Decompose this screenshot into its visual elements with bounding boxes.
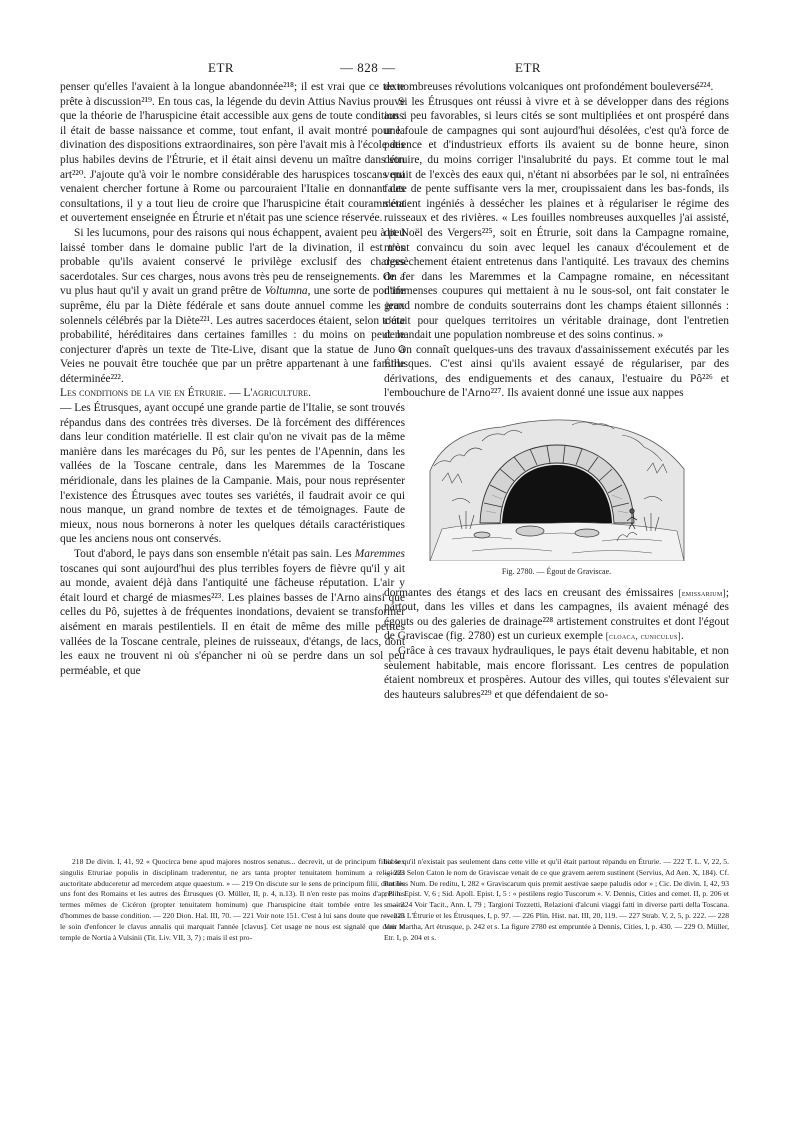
paragraph-assainissement: On connaît quelques-uns des travaux d'assainissement exécutés par les Étrusques. C'est ainsi qu'ils avaient essayé de régulariser, par des dérivations, des endiguements et des canaux, l'estuaire du Pô²²⁶ et l'embouchure de l'Arno²²⁷. Ils avaient donné une issue aux nappes xyxy=(384,343,729,400)
right-column xyxy=(384,80,729,702)
running-head-left: ETR xyxy=(208,60,235,75)
section-heading: Les conditions de la vie en Étrurie. — L'agriculture. xyxy=(60,387,311,400)
page-header xyxy=(0,60,800,82)
text-run: ; partout, dans les villes et dans les campagnes, ils avaient ménagé des égouts ou des galeries de drainage²²⁸ artistement construites et dont l'égout de Graviscae (fig. 2780) est un curieux exemple xyxy=(384,586,729,643)
text-run: Si les lucumons, pour des raisons qui nous échappent, avaient peu à peu laissé tomber dans le domaine public l'art de la divination, il est très probable qu'ils avaient conservé le privilège exclusif des charges sacerdotales. Sur ces charges, nous avons très peu de renseignements. On a vu plus haut qu'il y avait un grand prêtre de xyxy=(60,226,405,298)
paragraph-volcanic-continuation: de nombreuses révolutions volcaniques ont profondément bouleversé²²⁴. xyxy=(384,81,714,93)
footnote-text: bable qu'il n'existait pas seulement dans cette ville et qu'il était partout répandu en Étrurie. — 222 T. L. V, 22, 5. — 223 Selon Caton le nom de Graviscae venait de ce que gravem aerem sustinent (Servius, Ad Aen. X, 184). Cf. Rutilius Num. De reditu, I, 282 « Graviscarum quis premit aestivae saepe paludis odor » ; Cic. De divin. I, 42, 93 ; Plin. Epist. V, 6 ; Sid. Apoll. Epist. I, 5 : « pestilens regio Tuscorum ». V. Dennis, Cities and cemet. II, p. 206 et s. — 224 Voir Tacit., Ann. I, 79 ; Targioni Tozzetti, Relazioni d'alcuni viaggi fatti in diverse parti della Toscana. — 225 L'Étrurie et les Étrusques, I, p. 97. — 226 Plin. Hist. nat. III, 20, 119. — 227 Strab. V, 2, 5, p. 222. — 228 Voir Martha, Art étrusque, p. 242 et s. La figure 2780 est empruntée à Dennis, Cities, I, p. 430. — 229 O. Müller, Etr. I, p. 204 et s. xyxy=(384,857,729,942)
text-run: dormantes des étangs et des lacs en creusant des émissaires xyxy=(384,586,679,599)
cross-reference-emissarium: [emissarium] xyxy=(678,587,726,598)
text-run: Tout d'abord, le pays dans son ensemble n'était pas sain. Les xyxy=(74,548,355,560)
left-column xyxy=(60,80,405,678)
italic-voltumna: Voltumna xyxy=(264,285,308,298)
text-run: , une sorte de pontife suprême, élu par la Diète fédérale et sans doute annuel comme les jeux solennels célébrés par la Diète²²¹. Les autres sacerdoces étaient, selon toute probabilité, héréditaires dans certaines familles : du moins on peut le conjecturer d'après un texte de Tite-Live, disant que la statue de Juno à Veies ne pouvait être touchée que par un prêtre appartenant à une famille déterminée²²². xyxy=(60,285,405,385)
cross-reference-cloaca: [cloaca, cuniculus] xyxy=(605,631,681,642)
paragraph-emissaires xyxy=(384,586,729,644)
text-run: . xyxy=(680,630,684,643)
paragraph-etrusques-conditions: — Les Étrusques, ayant occupé une grande partie de l'Italie, se sont trouvés répandus dans des contrées très diverses. De là forcément des différences dans leur condition matérielle. Il est clair qu'on ne vivait pas de la même manière dans les marécages du Pô, sur les pentes de l'Apennin, dans les vallées de la Toscane centrale, dans les Maremmes de la Toscane méridionale, dans les plaines de la Campanie. Mais, pour nous représenter l'existence des Étrusques avec toutes ses variétés, il faudrait avoir ce qui nous manque, un grand nombre de textes et de témoignages. Faute de mieux, nous nous bornerons à noter les quelques détails caractéristiques que les anciens nous ont conservés. xyxy=(60,402,405,546)
footnotes-left xyxy=(60,857,405,943)
figure-caption: Fig. 2780. — Égout de Graviscae. xyxy=(501,567,612,577)
running-head-right: ETR xyxy=(515,60,542,75)
page-number: — 828 — xyxy=(340,60,396,75)
text-run: toscanes qui sont aujourd'hui des plus terribles foyers de fièvre qu'il y ait au monde, avaient déjà dans l'antiquité une fâcheuse réputation. L'air y était lourd et chargé de miasmes²²³. Les plaines basses de l'Arno ainsi que celles du Pô, sujettes à de fréquentes inondations, devaient se transformer aisément en marais pestilentiels. Il en était de même des mille petites vallées de la Toscane centrale, pleines de ruisseaux, d'étangs, de lacs, dont les eaux ne trouvent ni où s'épancher ni où se perdre dans un sol peu perméable, et que xyxy=(60,562,405,677)
paragraph-maremmes xyxy=(60,547,405,678)
paragraph-travaux-hydrauliques: Grâce à ces travaux hydrauliques, le pays était devenu habitable, et non seulement habitable, mais encore florissant. Les centres de population étaient nombreux et prospères. Autour des villes, qui toutes s'élevaient sur des hauteurs salubres²²⁹ et que défendaient de so- xyxy=(384,645,729,701)
paragraph-haruspicine-continuation: penser qu'elles l'avaient à la longue abandonnée²¹⁸; il est vrai que ce texte prête à discussion²¹⁹. En tous cas, la légende du devin Attius Navius prouve que la théorie de l'haruspicine était accessible aux gens de toute condition : il était de basse naissance et comme, tout enfant, il avait montré pour la divination des dispositions extraordinaires, son père l'avait mis à l'école des plus habiles devins de l'Étrurie, et il était ainsi devenu un maître dans son art²²⁰. J'ajoute qu'à voir le nombre considérable des haruspices toscans qui venaient chercher fortune à Rome ou parcouraient l'Italie en donnant des consultations, il y a tout lieu de croire que l'haruspicine était couramment et ouvertement enseignée en Étrurie et n'était pas une science réservée. xyxy=(60,81,405,225)
sewer-arch-engraving xyxy=(422,411,692,561)
italic-maremmes: Maremmes xyxy=(354,548,405,560)
paragraph-drainage: Si les Étrusques ont réussi à vivre et à se développer dans des régions aussi peu favorables, si leurs cités se sont multipliées et ont prospéré dans une foule de campagnes qui sont aujourd'hui désolées, c'est qu'à force de patience et d'industrieux efforts ils avaient su de bonne heure, sinon détruire, du moins corriger l'insalubrité du pays. Et comme tout le mal venait de l'excès des eaux qui, n'étant ni absorbées par le sol, ni entraînées faute de pente suffisante vers la mer, croupissaient dans les bas-fonds, ils s'étaient ingéniés à dessécher les plaines et à régulariser le régime des ruisseaux et des rivières. « Les fouilles nombreuses auxquelles j'ai assisté, dit Noël des Vergers²²⁵, soit en Étrurie, soit dans la Campagne romaine, m'ont convaincu du soin avec lequel les canaux d'écoulement et de dessèchement étaient entretenus dans l'antiquité. Les travaux des chemins de fer dans les Maremmes et la Campagne romaine, en nécessitant d'immenses coupures qui mettaient à nu le sous-sol, ont fait constater le grand nombre de conduits souterrains dont les champs étaient sillonnés : c'était pour quelques territoires un véritable drainage, dont l'entretien demandait une population nombreuse et des soins continus. » xyxy=(384,95,729,342)
section-paragraph-agriculture xyxy=(60,386,405,401)
footnote-text: 218 De divin. I, 41, 92 « Quocirca bene apud majores nostros senatus... decrevit, ut de principum filiis sex singulis Etruriae populis in disciplinam traderentur, ne ars tanta propter tenuitatem hominum a religionis auctoritate abduceretur ad mercedem atque quaestum. » — 219 On discute sur le sens de principum filii, dont les uns font des Romains et les autres des Étrusques (O. Müller, II, p. 4, n.13). Il n'en reste pas moins d'après les termes mêmes de Cicéron (propter tenuitatem hominum) que l'haruspicine était tombée entre les mains d'hommes de basse condition. — 220 Dion. Hal. III, 70. — 221 Voir note 151. C'est à lui sans doute que revenait le soin d'enfoncer le clavus annalis qui marquait l'année [clavus]. Cet usage ne nous est signalé que dans le temple de Nortia à Vulsinii (Tit. Liv. VII, 3, 7) ; mais il est pro- xyxy=(60,857,405,942)
figure-2780 xyxy=(384,411,729,580)
paragraph-lucumons xyxy=(60,226,405,387)
footnotes-right xyxy=(384,857,729,943)
